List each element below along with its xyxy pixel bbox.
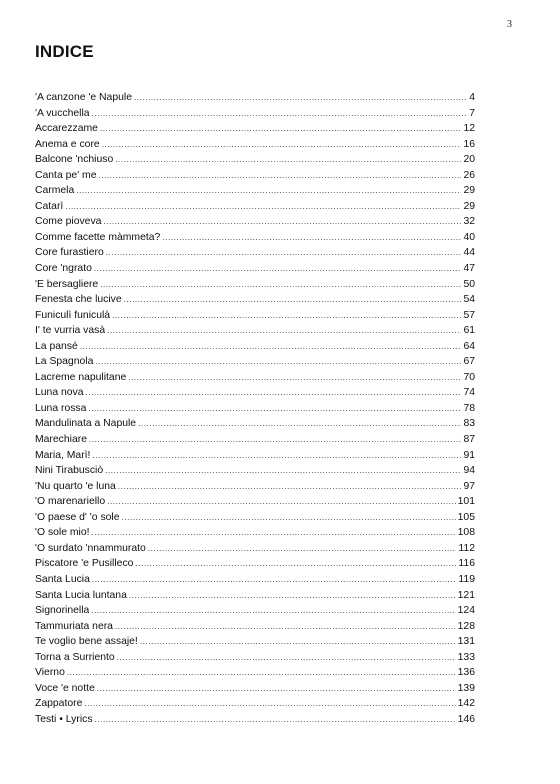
toc-entry-title: La pansé: [35, 340, 78, 352]
toc-entry-page-number: 29: [463, 185, 475, 197]
toc-entry-page-number: 64: [463, 340, 475, 352]
toc-entry-title: Accarezzame: [35, 123, 98, 135]
toc-entry-page-number: 94: [463, 465, 475, 477]
toc-entry: [35, 494, 475, 510]
toc-entry-title: Santa Lucia luntana: [35, 589, 127, 601]
toc-entry-page-number: 146: [457, 713, 475, 725]
dot-leader: [122, 510, 456, 526]
toc-entry-title: Marechiare: [35, 434, 87, 446]
toc-entry-page-number: 121: [457, 589, 475, 601]
toc-entry-title: Signorinella: [35, 605, 90, 617]
toc-entry: [35, 681, 475, 697]
toc-entry: [35, 168, 475, 184]
toc-entry: [35, 572, 475, 588]
dot-leader: [98, 168, 461, 184]
dot-leader: [84, 696, 455, 712]
toc-entry-page-number: 54: [463, 294, 475, 306]
toc-entry-title: Catarì: [35, 200, 64, 212]
toc-entry: [35, 90, 475, 106]
toc-entry-page-number: 119: [458, 573, 475, 585]
toc-entry-page-number: 105: [457, 511, 475, 523]
toc-entry-title: 'E bersagliere: [35, 278, 99, 290]
dot-leader: [115, 619, 456, 635]
toc-entry-title: Tammuriata nera: [35, 620, 113, 632]
toc-entry-title: 'O surdato 'nnammurato: [35, 542, 146, 554]
toc-entry-page-number: 32: [463, 216, 475, 228]
toc-entry: [35, 385, 475, 401]
toc-entry-title: Santa Lucia: [35, 573, 90, 585]
dot-leader: [118, 479, 462, 495]
toc-entry-page-number: 133: [457, 651, 475, 663]
toc-entry-page-number: 97: [463, 480, 475, 492]
toc-entry-page-number: 50: [463, 278, 475, 290]
dot-leader: [92, 448, 461, 464]
toc-entry-page-number: 139: [457, 682, 475, 694]
toc-entry-title: 'O paese d' 'o sole: [35, 511, 120, 523]
toc-entry-title: Come pioveva: [35, 216, 102, 228]
toc-entry-page-number: 7: [469, 107, 475, 119]
dot-leader: [102, 137, 462, 153]
toc-entry: [35, 634, 475, 650]
toc-entry-page-number: 20: [463, 154, 475, 166]
toc-entry-title: Zappatore: [35, 698, 83, 710]
toc-entry: [35, 339, 475, 355]
dot-leader: [100, 121, 461, 137]
toc-entry-page-number: 44: [463, 247, 475, 259]
toc-entry-title: Luna rossa: [35, 402, 87, 414]
toc-entry-page-number: 78: [463, 402, 475, 414]
toc-entry: [35, 401, 475, 417]
toc-entry: [35, 183, 475, 199]
toc-entry: [35, 323, 475, 339]
toc-entry: [35, 712, 475, 728]
dot-leader: [95, 712, 456, 728]
page-number: 3: [507, 19, 512, 30]
dot-leader: [124, 292, 462, 308]
toc-entry-page-number: 12: [463, 123, 475, 135]
dot-leader: [134, 90, 467, 106]
dot-leader: [112, 308, 461, 324]
toc-entry-title: Mandulinata a Napule: [35, 418, 137, 430]
dot-leader: [107, 494, 456, 510]
toc-entry-page-number: 29: [463, 200, 475, 212]
toc-entry: [35, 214, 475, 230]
toc-entry-page-number: 74: [463, 387, 475, 399]
toc-entry-page-number: 128: [457, 620, 475, 632]
toc-entry-page-number: 108: [457, 527, 475, 539]
dot-leader: [117, 650, 456, 666]
toc-entry-page-number: 136: [457, 667, 475, 679]
toc-entry-title: La Spagnola: [35, 356, 94, 368]
dot-leader: [135, 556, 456, 572]
dot-leader: [76, 183, 461, 199]
toc-entry: [35, 308, 475, 324]
toc-entry-title: Torna a Surriento: [35, 651, 115, 663]
dot-leader: [94, 261, 462, 277]
dot-leader: [148, 541, 457, 557]
dot-leader: [97, 681, 456, 697]
toc-entry: [35, 463, 475, 479]
dot-leader: [100, 277, 461, 293]
dot-leader: [103, 214, 461, 230]
toc-entry-page-number: 70: [463, 371, 475, 383]
toc-entry-page-number: 112: [458, 542, 475, 554]
toc-entry: [35, 650, 475, 666]
toc-entry: [35, 137, 475, 153]
toc-entry: [35, 525, 475, 541]
toc-entry-title: 'O sole mio!: [35, 527, 90, 539]
toc-entry-page-number: 47: [463, 263, 475, 275]
toc-entry-title: Maria, Marì!: [35, 449, 91, 461]
dot-leader: [65, 199, 461, 215]
dot-leader: [107, 323, 461, 339]
toc-entry-page-number: 116: [458, 558, 475, 570]
dot-leader: [105, 463, 461, 479]
toc-entry-title: 'A canzone 'e Napule: [35, 92, 132, 103]
toc-entry-page-number: 124: [457, 605, 475, 617]
toc-entry-page-number: 40: [463, 231, 475, 243]
toc-entry-page-number: 57: [463, 309, 475, 321]
toc-entry: [35, 245, 475, 261]
toc-entry: [35, 277, 475, 293]
toc-entry-page-number: 142: [457, 698, 475, 710]
toc-entry: [35, 354, 475, 370]
toc-entry: [35, 665, 475, 681]
page-title: INDICE: [35, 42, 94, 61]
dot-leader: [162, 230, 461, 246]
toc-entry-page-number: 83: [463, 418, 475, 430]
toc-entry-page-number: 16: [463, 138, 475, 150]
toc-entry-title: Funiculì funiculà: [35, 309, 111, 321]
toc-entry: [35, 696, 475, 712]
toc-entry-title: Nini Tirabusciò: [35, 465, 104, 477]
toc-entry-title: Core furastiero: [35, 247, 104, 259]
toc-entry: [35, 588, 475, 604]
toc-entry: [35, 603, 475, 619]
toc-entry: [35, 121, 475, 137]
dot-leader: [67, 665, 456, 681]
toc-entry: [35, 556, 475, 572]
toc-entry-page-number: 101: [457, 496, 475, 508]
dot-leader: [92, 106, 468, 122]
dot-leader: [89, 432, 461, 448]
toc-entry: [35, 261, 475, 277]
toc-entry-title: Testi • Lyrics: [35, 713, 93, 725]
dot-leader: [115, 152, 461, 168]
toc-entry: [35, 416, 475, 432]
dot-leader: [88, 401, 461, 417]
toc-entry: [35, 152, 475, 168]
dot-leader: [129, 588, 456, 604]
toc-entry-title: Anema e core: [35, 138, 100, 150]
toc-entry-title: Te voglio bene assaje!: [35, 636, 138, 648]
toc-entry-title: I' te vurria vasà: [35, 325, 106, 337]
toc-entry-page-number: 26: [463, 169, 475, 181]
toc-entry: [35, 541, 475, 557]
toc-entry-title: Luna nova: [35, 387, 84, 399]
toc-entry-title: Lacreme napulitane: [35, 371, 127, 383]
dot-leader: [86, 385, 462, 401]
toc-entry-page-number: 4: [469, 92, 475, 103]
dot-leader: [91, 603, 455, 619]
toc-entry: [35, 106, 475, 122]
toc-entry: [35, 370, 475, 386]
toc-entry: [35, 292, 475, 308]
dot-leader: [92, 572, 457, 588]
toc-entry: [35, 510, 475, 526]
toc-entry-page-number: 91: [463, 449, 475, 461]
dot-leader: [80, 339, 462, 355]
toc-entry-title: 'Nu quarto 'e luna: [35, 480, 116, 492]
dot-leader: [140, 634, 456, 650]
toc-entry-title: Voce 'e notte: [35, 682, 95, 694]
dot-leader: [92, 525, 456, 541]
dot-leader: [138, 416, 461, 432]
toc-entry-page-number: 61: [463, 325, 475, 337]
toc-entry-title: Core 'ngrato: [35, 263, 92, 275]
dot-leader: [128, 370, 461, 386]
toc-entry-title: Balcone 'nchiuso: [35, 154, 114, 166]
dot-leader: [106, 245, 462, 261]
toc-entry-title: Carmela: [35, 185, 75, 197]
toc-entry-title: 'O marenariello: [35, 496, 106, 508]
toc-entry: [35, 432, 475, 448]
toc-entry-title: 'A vucchella: [35, 107, 90, 119]
toc-entry-page-number: 67: [463, 356, 475, 368]
toc-entry-title: Fenesta che lucive: [35, 294, 122, 306]
toc-entry-title: Vierno: [35, 667, 65, 679]
toc-entry: [35, 448, 475, 464]
table-of-contents: [35, 90, 475, 727]
toc-entry-page-number: 131: [457, 636, 475, 648]
dot-leader: [95, 354, 461, 370]
toc-entry: [35, 199, 475, 215]
toc-entry-title: Canta pe' me: [35, 169, 97, 181]
toc-entry-page-number: 87: [463, 434, 475, 446]
toc-entry: [35, 619, 475, 635]
toc-entry: [35, 230, 475, 246]
toc-entry-title: Comme facette màmmeta?: [35, 231, 161, 243]
toc-entry: [35, 479, 475, 495]
toc-entry-title: Piscatore 'e Pusilleco: [35, 558, 134, 570]
